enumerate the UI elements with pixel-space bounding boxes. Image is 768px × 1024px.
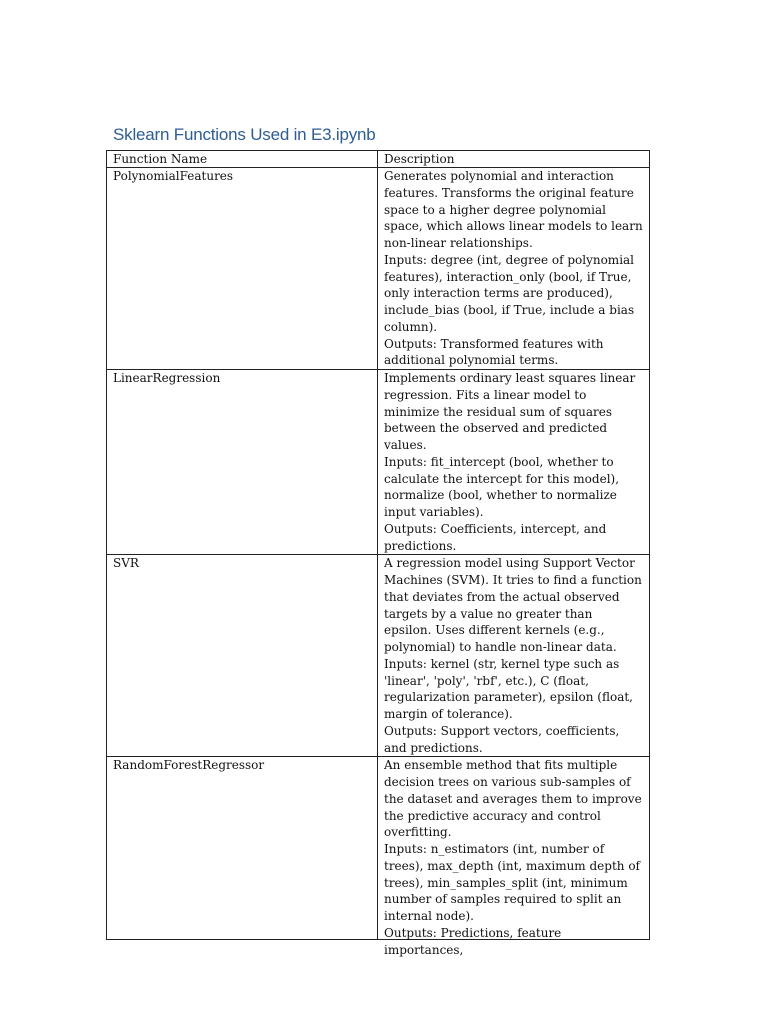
- table-row: [107, 757, 650, 940]
- description-inputs: Inputs: degree (int, degree of polynomial features), interaction_only (bool, if True, only interaction terms are produced), include_bias (bool, if True, include a bias column).: [384, 252, 635, 334]
- description-summary: Implements ordinary least squares linear regression. Fits a linear model to minimize the residual sum of squares between the observed and predicted values.: [384, 371, 636, 452]
- description-cell: [378, 370, 650, 555]
- table-row: [107, 168, 650, 370]
- function-name-cell: LinearRegression: [107, 370, 378, 555]
- function-name-cell: RandomForestRegressor: [107, 757, 378, 940]
- page-title: Sklearn Functions Used in E3.ipynb: [113, 125, 376, 144]
- description-outputs: Outputs: Support vectors, coefficients, and predictions.: [384, 723, 620, 755]
- column-header-description: Description: [378, 151, 650, 168]
- table-row: [107, 555, 650, 757]
- description-summary: A regression model using Support Vector Machines (SVM). It tries to find a function that deviates from the actual observed targets by a value no greater than epsilon. Uses different kernels (e.g., polynomial) to handle non-linear data.: [384, 556, 642, 654]
- description-inputs: Inputs: n_estimators (int, number of trees), max_depth (int, maximum depth of trees), min_samples_split (int, minimum number of samples required to split an internal node).: [384, 842, 640, 923]
- function-name-cell: SVR: [107, 555, 378, 757]
- description-outputs: Outputs: Transformed features with additional polynomial terms.: [384, 336, 604, 368]
- description-inputs: Inputs: fit_intercept (bool, whether to calculate the intercept for this model), normalize (bool, whether to normalize input variables).: [384, 454, 620, 519]
- description-cell: [378, 555, 650, 757]
- description-summary: Generates polynomial and interaction features. Transforms the original feature space to a higher degree polynomial space, which allows linear models to learn non-linear relationships.: [384, 169, 643, 250]
- table-header-row: [107, 151, 650, 168]
- functions-table: [106, 150, 650, 957]
- description-inputs: Inputs: kernel (str, kernel type such as 'linear', 'poly', 'rbf', etc.), C (float, regularization parameter), epsilon (float, margin of tolerance).: [384, 656, 633, 721]
- description-summary: An ensemble method that fits multiple decision trees on various sub-samples of the dataset and averages them to improve the predictive accuracy and control overfitting.: [384, 758, 642, 840]
- column-header-function-name: Function Name: [107, 151, 378, 168]
- description-cell: [378, 757, 650, 957]
- description-outputs: Outputs: Predictions, feature importances,: [384, 925, 562, 957]
- table-row: [107, 370, 650, 555]
- description-clip: [384, 757, 643, 957]
- description-outputs: Outputs: Coefficients, intercept, and predictions.: [384, 521, 607, 553]
- function-name-cell: PolynomialFeatures: [107, 168, 378, 370]
- description-cell: [378, 168, 650, 370]
